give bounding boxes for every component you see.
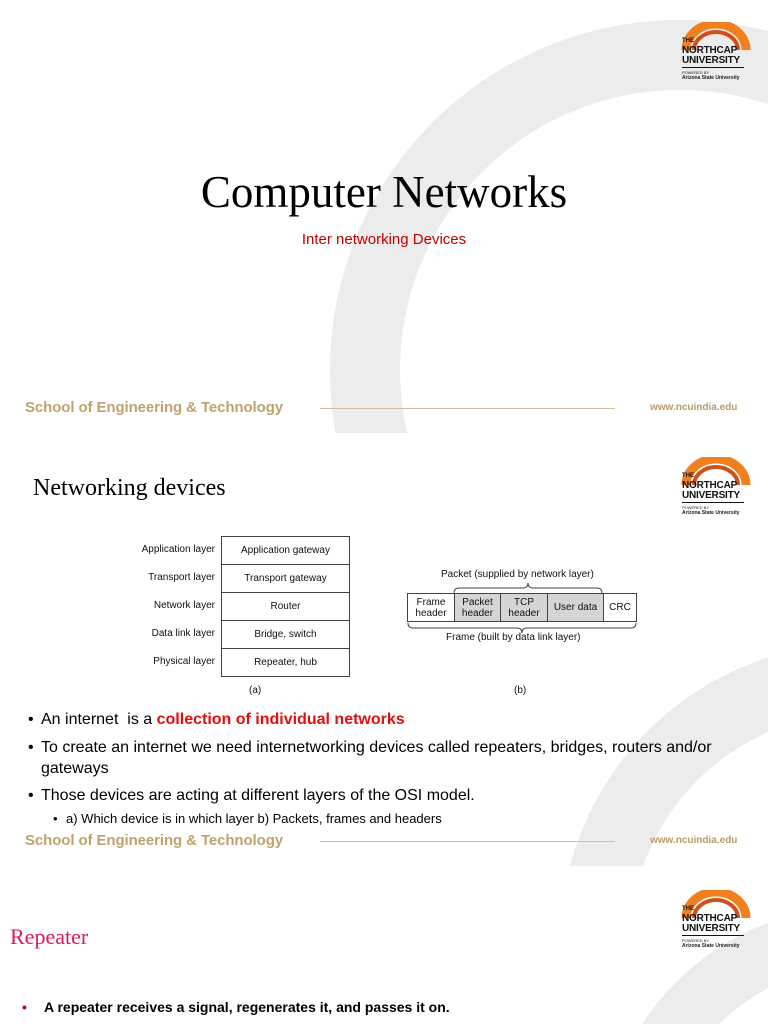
bullet-text: Those devices are acting at different layers of the OSI model. bbox=[41, 787, 475, 804]
device-cell: Application gateway bbox=[222, 537, 349, 565]
diagram-a-caption: (a) bbox=[249, 685, 262, 696]
layer-label: Transport layer bbox=[148, 572, 215, 583]
frame-cell: User data bbox=[548, 594, 604, 621]
bullet-internetworking bbox=[28, 737, 741, 779]
sub-bullet-text: a) Which device is in which layer b) Packets, frames and headers bbox=[66, 811, 442, 826]
bullet-osi bbox=[28, 785, 741, 806]
layer-label: Network layer bbox=[153, 600, 215, 611]
footer-school: School of Engineering & Technology bbox=[25, 832, 283, 849]
bullet-text: An internet is a bbox=[41, 711, 157, 728]
layer-label: Physical layer bbox=[153, 656, 215, 667]
logo-the: THE bbox=[682, 473, 694, 479]
slide-title bbox=[0, 0, 768, 433]
logo-powered-by: POWERED BY bbox=[682, 70, 710, 75]
layer-label: Application layer bbox=[141, 544, 215, 555]
footer-website: www.ncuindia.edu bbox=[650, 402, 738, 413]
slide-networking-devices bbox=[0, 433, 768, 866]
logo-name-line1: NORTHCAP bbox=[682, 480, 738, 491]
frame-cell: Packet header bbox=[455, 594, 501, 621]
logo-partner: Arizona State University bbox=[682, 943, 740, 949]
logo-partner: Arizona State University bbox=[682, 510, 740, 516]
university-logo bbox=[680, 457, 756, 525]
device-cell: Bridge, switch bbox=[222, 621, 349, 649]
frame-label: Frame (built by data link layer) bbox=[446, 632, 581, 643]
device-cell: Repeater, hub bbox=[254, 657, 317, 668]
footer-school: School of Engineering & Technology bbox=[25, 399, 283, 416]
device-cell: Router bbox=[222, 593, 349, 621]
bullet-text: A repeater receives a signal, regenerates it, and passes it on. bbox=[44, 999, 450, 1015]
logo-name-line2: UNIVERSITY bbox=[682, 490, 741, 501]
logo-name-line2: UNIVERSITY bbox=[682, 923, 741, 934]
device-table bbox=[221, 536, 350, 677]
bullet-text: To create an internet we need internetworking devices called repeaters, bridges, routers and/or gateways bbox=[41, 739, 712, 777]
slide-title-text: Networking devices bbox=[33, 475, 226, 501]
frame-cell: CRC bbox=[609, 602, 631, 613]
footer-divider bbox=[320, 841, 615, 842]
device-cell: Transport gateway bbox=[222, 565, 349, 593]
logo-the: THE bbox=[682, 906, 694, 912]
logo-rule bbox=[682, 502, 744, 503]
bullet-internet bbox=[28, 709, 741, 730]
university-logo bbox=[680, 890, 756, 958]
logo-powered-by: POWERED BY bbox=[682, 505, 710, 510]
logo-rule bbox=[682, 935, 744, 936]
layer-label: Data link layer bbox=[151, 628, 215, 639]
university-logo bbox=[680, 22, 756, 90]
frame-structure bbox=[407, 593, 637, 622]
slide-title-text: Computer Networks bbox=[200, 167, 568, 217]
bullet-dot-icon: • bbox=[22, 999, 27, 1015]
diagram-b-caption: (b) bbox=[514, 685, 527, 696]
logo-name-line2: UNIVERSITY bbox=[682, 55, 741, 66]
bullet-highlight: collection of individual networks bbox=[156, 711, 405, 728]
footer-divider bbox=[320, 408, 615, 409]
logo-rule bbox=[682, 67, 744, 68]
logo-the: THE bbox=[682, 38, 694, 44]
slide-subtitle: Inter networking Devices bbox=[301, 231, 467, 248]
footer-website: www.ncuindia.edu bbox=[650, 835, 738, 846]
packet-label: Packet (supplied by network layer) bbox=[441, 569, 594, 580]
bullet-dot-icon: • bbox=[28, 711, 34, 728]
sub-bullet-dot-icon: • bbox=[53, 811, 58, 826]
bullet-dot-icon: • bbox=[28, 787, 34, 804]
slide-title-text: Repeater bbox=[10, 924, 89, 949]
logo-partner: Arizona State University bbox=[682, 75, 740, 81]
frame-cell: TCP header bbox=[501, 594, 548, 621]
bullet-dot-icon: • bbox=[28, 739, 34, 756]
logo-powered-by: POWERED BY bbox=[682, 938, 710, 943]
frame-cell: Frame header bbox=[408, 594, 455, 621]
slide-repeater bbox=[0, 866, 768, 1024]
sub-bullet bbox=[53, 811, 442, 826]
logo-name-line1: NORTHCAP bbox=[682, 45, 738, 56]
logo-name-line1: NORTHCAP bbox=[682, 913, 738, 924]
